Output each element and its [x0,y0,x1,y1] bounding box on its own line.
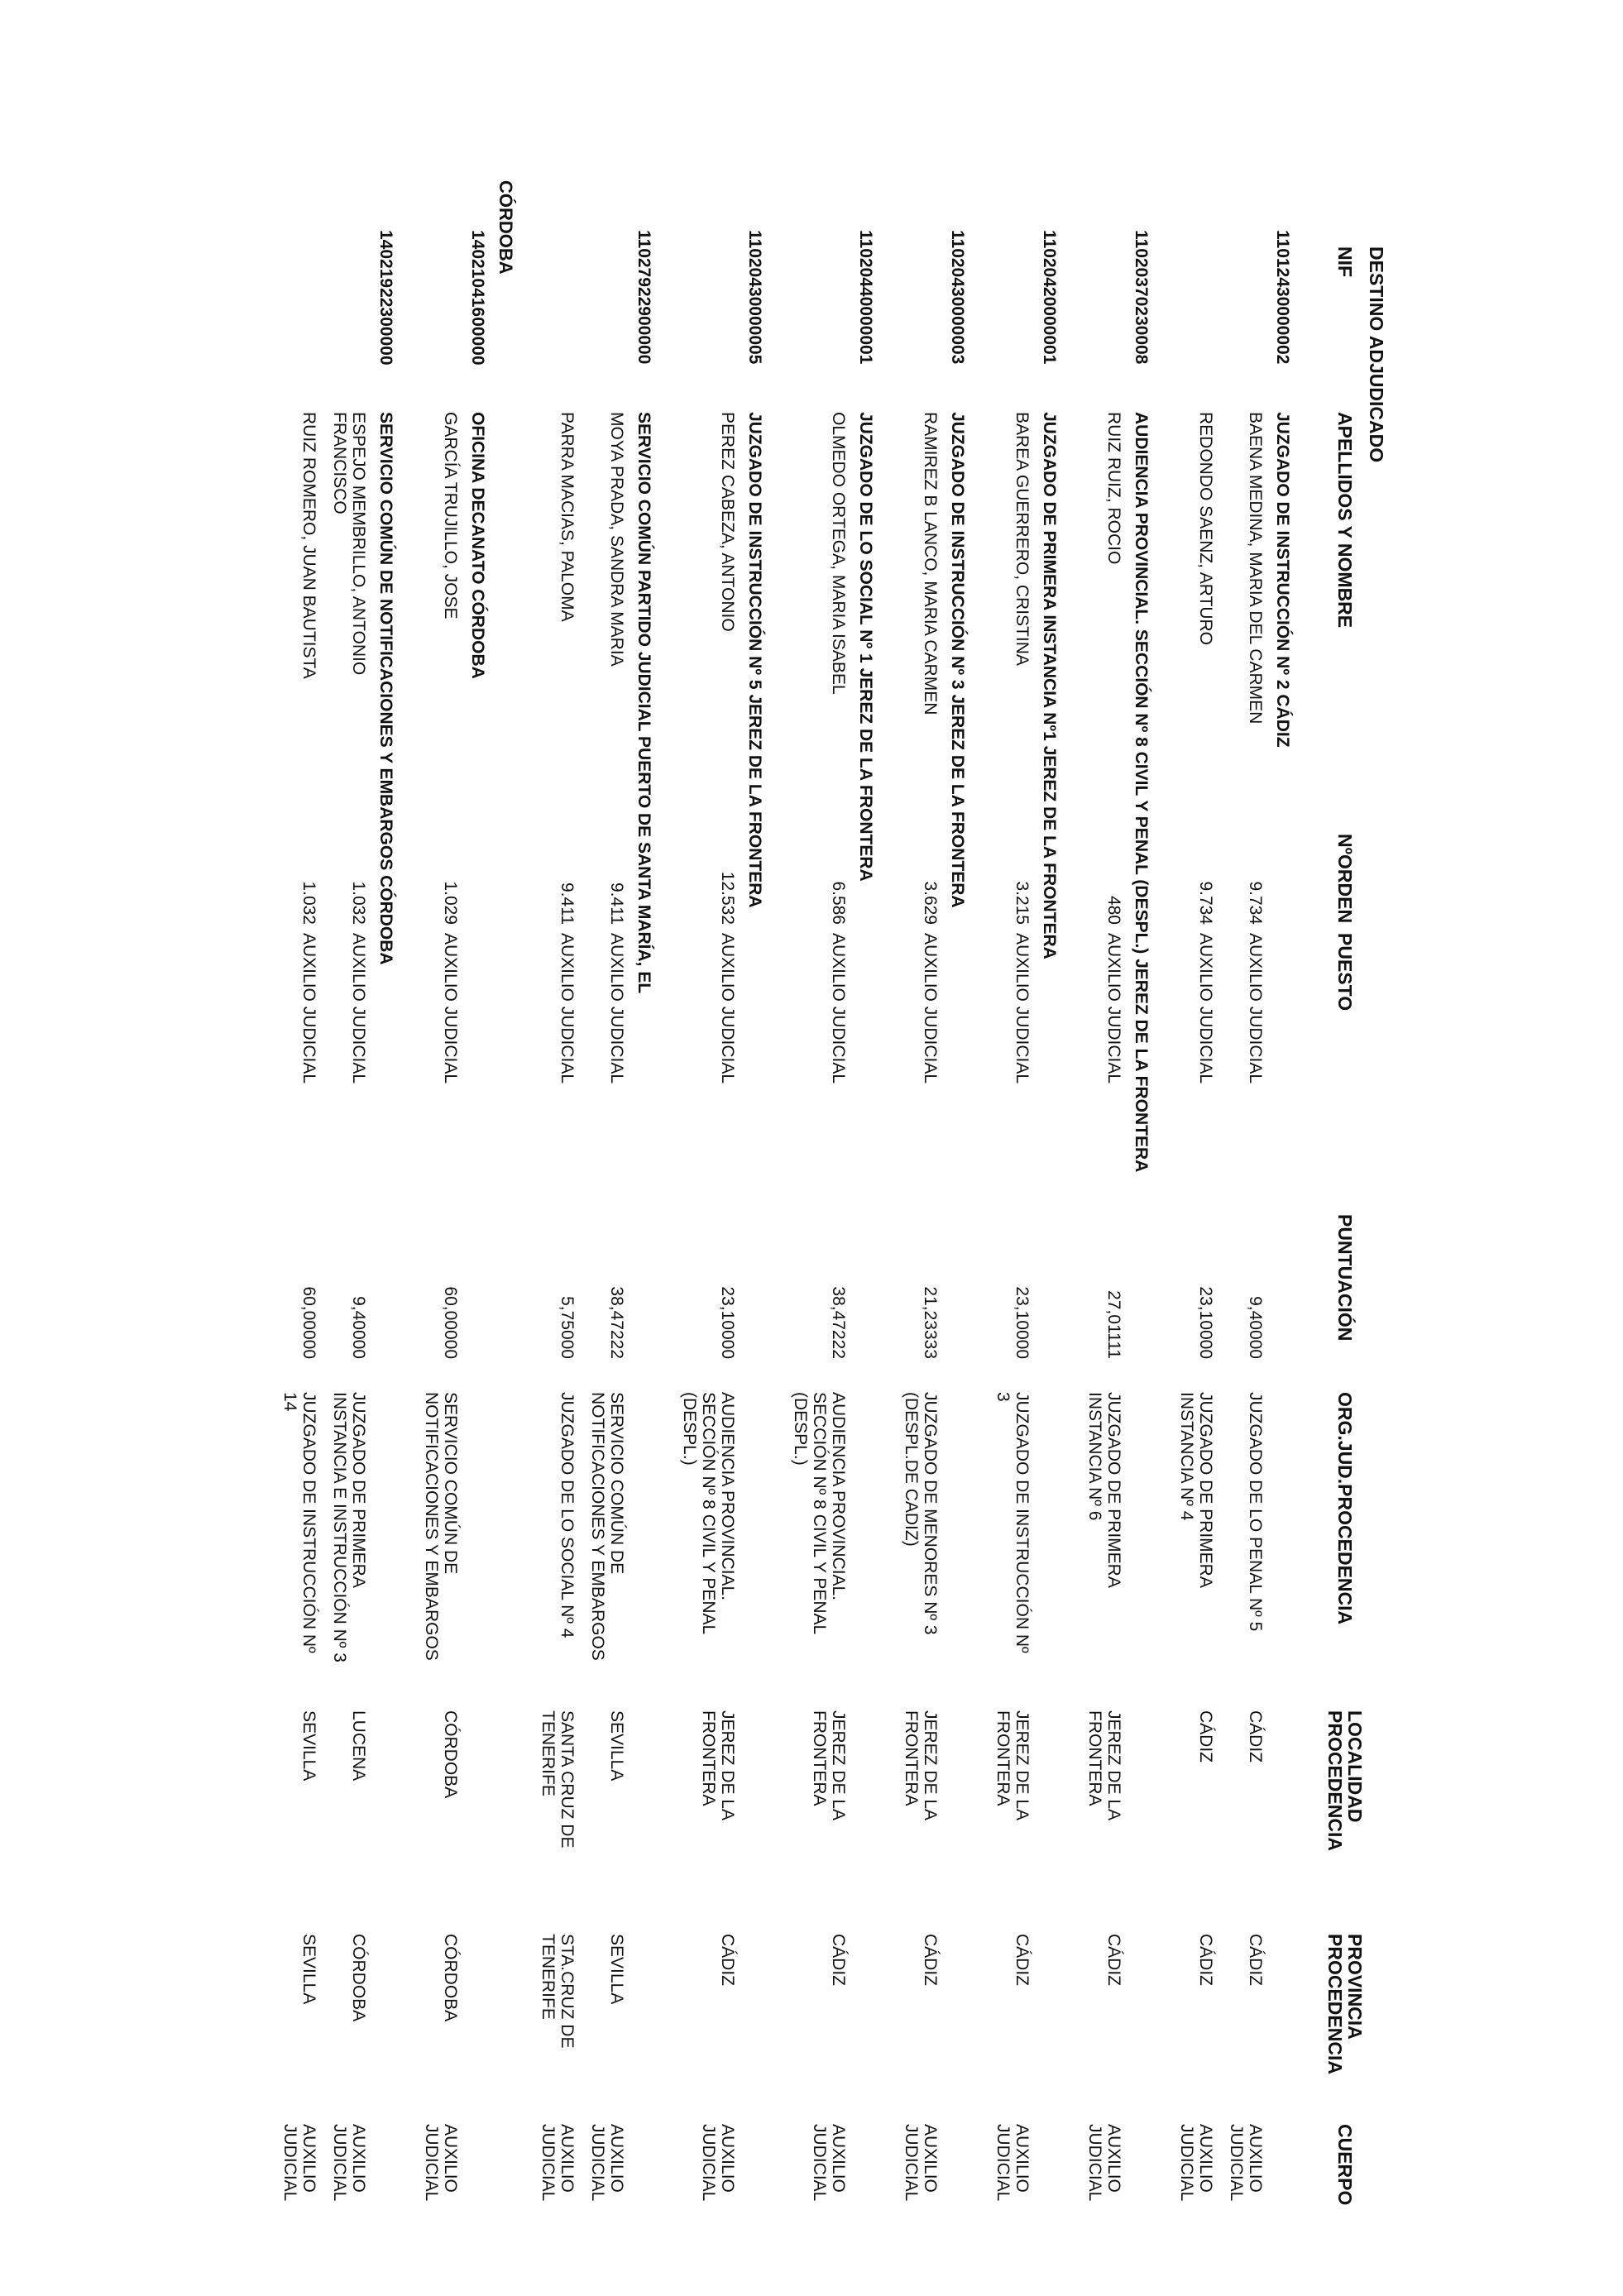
provincia-procedencia-line: STA.CRUZ DE [558,1934,577,2049]
header-puesto: PUESTO [1334,933,1356,1012]
cuerpo-line: JUDICIAL [539,2124,558,2202]
puesto: AUXILIO JUDICIAL [607,933,626,1084]
destination-organo: JUZGADO DE INSTRUCCIÓN Nº 5 JEREZ DE LA FRONTERA [745,412,764,908]
cuerpo [902,2124,940,2201]
cuerpo-line: JUDICIAL [810,2124,829,2202]
provincia-procedencia-line: CÁDIZ [1246,1934,1265,1986]
org-jud-procedencia [1246,1392,1265,1631]
puntuacion: 23,10000 [718,1286,737,1359]
numero-orden: 480 [1104,895,1123,925]
org-jud-procedencia-line: INSTANCIA Nº 6 [1085,1392,1104,1521]
destination-organo: JUZGADO DE LO SOCIAL Nº 1 JEREZ DE LA FRONTERA [856,412,875,882]
apellidos-nombre-line: FRANCISCO [330,412,349,514]
puntuacion: 60,00000 [441,1286,460,1359]
cuerpo-line: JUDICIAL [699,2124,718,2202]
org-jud-procedencia-line: INSTANCIA Nº 4 [1177,1392,1196,1521]
puesto: AUXILIO JUDICIAL [299,933,318,1084]
header-puntuacion: PUNTUACIÓN [1334,1214,1356,1342]
org-jud-procedencia [588,1392,626,1661]
destination-organo: OFICINA DECANATO CÓRDOBA [468,412,487,679]
org-jud-procedencia-line: 14 [280,1392,299,1412]
puesto: AUXILIO JUDICIAL [558,933,577,1084]
org-jud-procedencia [902,1392,940,1635]
apellidos-nombre [299,412,318,679]
localidad-procedencia [810,1710,848,1820]
org-jud-procedencia-line: JUZGADO DE MENORES Nº 3 [921,1392,940,1635]
org-jud-procedencia-line: 3 [993,1392,1013,1402]
localidad-procedencia-line: TENERIFE [539,1710,558,1796]
localidad-procedencia-line: FRONTERA [993,1710,1013,1806]
localidad-procedencia-line: CÁDIZ [1246,1710,1265,1763]
org-jud-procedencia-line: JUZGADO DE PRIMERA [349,1392,368,1588]
puntuacion: 5,75000 [558,1296,577,1359]
apellidos-nombre [1246,412,1265,724]
localidad-procedencia-line: JEREZ DE LA [718,1710,737,1821]
provincia-procedencia-line: CÁDIZ [718,1934,737,1986]
localidad-procedencia [349,1710,368,1781]
page-title: DESTINO ADJUDICADO [1366,246,1387,463]
numero-orden: 12.532 [718,871,737,925]
destination-nif: 11027922900000 [634,230,654,365]
numero-orden: 6.586 [829,881,848,925]
org-jud-procedencia [330,1392,368,1662]
org-jud-procedencia-line: AUDIENCIA PROVINCIAL. [718,1392,737,1601]
provincia-procedencia-line: CÁDIZ [1013,1934,1032,1986]
destination-nif: 14021041600000 [468,230,487,366]
cuerpo-line: AUXILIO [921,2124,940,2193]
header-cuerpo: CUERPO [1334,2124,1356,2206]
apellidos-nombre-line: OLMEDO ORTEGA, MARIA ISABEL [829,412,848,695]
cuerpo [539,2124,577,2201]
cuerpo-line: AUXILIO [1013,2124,1032,2193]
cuerpo [1085,2124,1123,2201]
apellidos-nombre-line: REDONDO SAENZ, ARTURO [1196,412,1215,645]
puntuacion: 23,10000 [1196,1286,1215,1359]
localidad-procedencia-line: JEREZ DE LA [829,1710,848,1821]
org-jud-procedencia-line: SECCIÓN Nº 8 CIVIL Y PENAL [810,1392,829,1635]
provincia-procedencia [299,1934,318,2004]
header-localidad-procedencia: PROCEDENCIA [1324,1710,1346,1851]
cuerpo [699,2124,737,2201]
numero-orden: 1.029 [441,881,460,925]
org-jud-procedencia-line: AUDIENCIA PROVINCIAL. [829,1392,848,1601]
org-jud-procedencia [422,1392,460,1661]
localidad-procedencia-line: JEREZ DE LA [1104,1710,1123,1821]
provincia-procedencia [921,1934,940,1986]
apellidos-nombre [718,412,737,632]
org-jud-procedencia [558,1392,577,1638]
cuerpo-line: JUDICIAL [330,2124,349,2202]
provincia-procedencia [718,1934,737,1986]
localidad-procedencia [607,1710,626,1781]
numero-orden: 1.032 [299,881,318,925]
numero-orden: 9.411 [558,883,577,925]
destination-nif: 11012430000002 [1273,230,1292,365]
puesto: AUXILIO JUDICIAL [1104,933,1123,1084]
apellidos-nombre-line: BAENA MEDINA, MARIA DEL CARMEN [1246,412,1265,725]
org-jud-procedencia-line: (DESPL.DE CADIZ) [902,1392,921,1547]
puesto: AUXILIO JUDICIAL [1196,933,1215,1084]
destination-nif: 11020370230008 [1132,230,1151,365]
org-jud-procedencia-line: JUZGADO DE LO SOCIAL Nº 4 [558,1392,577,1638]
apellidos-nombre-line: PEREZ CABEZA, ANTONIO [718,412,737,632]
puntuacion: 21,23333 [921,1286,940,1359]
destination-nif: 11020420000001 [1040,230,1059,365]
header-localidad: LOCALIDAD [1344,1710,1366,1823]
localidad-procedencia [539,1710,577,1848]
apellidos-nombre [921,412,940,715]
cuerpo-line: JUDICIAL [993,2124,1013,2202]
localidad-procedencia-line: SANTA CRUZ DE [558,1710,577,1849]
localidad-procedencia-line: SEVILLA [607,1710,626,1782]
localidad-procedencia-line: SEVILLA [299,1710,318,1782]
localidad-procedencia-line: LUCENA [349,1710,368,1782]
apellidos-nombre [829,412,848,695]
puesto: AUXILIO JUDICIAL [718,933,737,1084]
localidad-procedencia [902,1710,940,1820]
puesto: AUXILIO JUDICIAL [1013,933,1032,1084]
numero-orden: 9.734 [1196,881,1215,925]
puntuacion: 9,40000 [349,1296,368,1359]
cuerpo [810,2124,848,2201]
apellidos-nombre-line: RAMIREZ B LANCO, MARIA CARMEN [921,412,940,715]
apellidos-nombre-line: PARRA MACIAS, PALOMA [558,412,577,622]
cuerpo-line: AUXILIO [1196,2124,1215,2193]
puesto: AUXILIO JUDICIAL [921,933,940,1084]
org-jud-procedencia-line: JUZGADO DE PRIMERA [1104,1392,1123,1588]
cuerpo-line: AUXILIO [607,2124,626,2193]
provincia-procedencia-line: CÁDIZ [1196,1934,1215,1986]
numero-orden: 9.734 [1246,881,1265,925]
header-nif: NIF [1334,246,1356,278]
destination-nif: 11020430000003 [948,230,967,365]
org-jud-procedencia [680,1392,737,1634]
cuerpo-line: AUXILIO [718,2124,737,2193]
apellidos-nombre [1196,412,1215,645]
provincia-procedencia-line: CÁDIZ [921,1934,940,1986]
provincia-procedencia-line: SEVILLA [607,1934,626,2005]
header-provincia: PROVINCIA [1344,1934,1366,2040]
apellidos-nombre-line: RUIZ RUIZ, ROCIO [1104,412,1123,565]
puesto: AUXILIO JUDICIAL [441,933,460,1084]
org-jud-procedencia [1177,1392,1215,1588]
numero-orden: 3.215 [1013,881,1032,925]
provincia-procedencia-line: CÁDIZ [829,1934,848,1986]
puesto: AUXILIO JUDICIAL [1246,933,1265,1084]
provincia-procedencia [1104,1934,1123,1986]
cuerpo-line: JUDICIAL [1177,2124,1196,2202]
cuerpo [1177,2124,1215,2201]
cuerpo-line: AUXILIO [299,2124,318,2193]
apellidos-nombre-line: MOYA PRADA, SANDRA MARIA [607,412,626,667]
cuerpo [280,2124,318,2201]
provincia-procedencia-line: TENERIFE [539,1934,558,2020]
destination-organo: JUZGADO DE PRIMERA INSTANCIA Nº1 JEREZ DE LA FRONTERA [1040,412,1059,959]
localidad-procedencia [1246,1710,1265,1763]
destination-organo: JUZGADO DE INSTRUCCIÓN Nº 2 CÁDIZ [1273,412,1292,748]
org-jud-procedencia-line: NOTIFICACIONES Y EMBARGOS [588,1392,607,1661]
localidad-procedencia-line: FRONTERA [1085,1710,1104,1806]
apellidos-nombre [441,412,460,619]
provincia-procedencia-line: CÓRDOBA [349,1934,368,2022]
provincia-procedencia-line: SEVILLA [299,1934,318,2005]
puntuacion: 60,00000 [299,1286,318,1359]
org-jud-procedencia [791,1392,848,1634]
destination-nif: 11020430000005 [745,230,764,365]
localidad-procedencia-line: JEREZ DE LA [1013,1710,1032,1821]
org-jud-procedencia-line: (DESPL.) [680,1392,699,1466]
cuerpo-line: AUXILIO [829,2124,848,2193]
apellidos-nombre [558,412,577,622]
numero-orden: 3.629 [921,881,940,925]
localidad-procedencia [699,1710,737,1820]
puntuacion: 38,47222 [607,1286,626,1359]
destination-organo: JUZGADO DE INSTRUCCIÓN Nº 3 JEREZ DE LA FRONTERA [948,412,967,908]
cuerpo-line: JUDICIAL [902,2124,921,2202]
cuerpo-line: AUXILIO [441,2124,460,2193]
apellidos-nombre-line: RUIZ ROMERO, JUAN BAUTISTA [299,412,318,679]
puntuacion: 38,47222 [829,1286,848,1359]
org-jud-procedencia-line: (DESPL.) [791,1392,810,1466]
destination-organo: SERVICIO COMÚN PARTIDO JUDICIAL PUERTO DE SANTA MARÍA, EL [634,412,654,994]
localidad-procedencia-line: JEREZ DE LA [921,1710,940,1821]
numero-orden: 9.411 [607,883,626,925]
provincia-procedencia-line: CÓRDOBA [441,1934,460,2022]
apellidos-nombre-line: BAREA GUERRERO, CRISTINA [1013,412,1032,666]
rotated-document-page [232,147,1390,2256]
apellidos-nombre [607,412,626,667]
localidad-procedencia [1196,1710,1215,1763]
org-jud-procedencia-line: SECCIÓN Nº 8 CIVIL Y PENAL [699,1392,718,1635]
org-jud-procedencia-line: JUZGADO DE PRIMERA [1196,1392,1215,1588]
destination-nif: 14021922300000 [376,230,395,366]
provincia-procedencia [1013,1934,1032,1986]
header-provincia-procedencia: PROCEDENCIA [1324,1934,1346,2074]
apellidos-nombre-line: GARCÍA TRUJILLO, JOSE [441,412,460,619]
puntuacion: 23,10000 [1013,1286,1032,1359]
org-jud-procedencia-line: JUZGADO DE INSTRUCCIÓN Nº [1013,1392,1032,1653]
destination-organo: AUDIENCIA PROVINCIAL. SECCIÓN Nº 8 CIVIL Y PENAL (DESPL.) JEREZ DE LA FRONTERA [1132,412,1151,1173]
cuerpo [422,2124,460,2201]
org-jud-procedencia-line: INSTANCIA E INSTRUCCIÓN Nº 3 [330,1392,349,1662]
puesto: AUXILIO JUDICIAL [829,933,848,1084]
cuerpo-line: JUDICIAL [588,2124,607,2202]
provincia-procedencia [1246,1934,1265,1986]
org-jud-procedencia-line: JUZGADO DE INSTRUCCIÓN Nº [299,1392,318,1653]
apellidos-nombre [330,412,368,675]
localidad-procedencia-line: CÓRDOBA [441,1710,460,1799]
cuerpo-line: AUXILIO [1104,2124,1123,2193]
apellidos-nombre [1104,412,1123,564]
localidad-procedencia [299,1710,318,1781]
provincia-procedencia [1196,1934,1215,1986]
puntuacion: 9,40000 [1246,1296,1265,1359]
puntuacion: 27,01111 [1104,1290,1123,1359]
cuerpo [588,2124,626,2201]
localidad-procedencia [993,1710,1032,1820]
cuerpo [993,2124,1032,2201]
provincia-procedencia-line: CÁDIZ [1104,1934,1123,1986]
destination-organo: SERVICIO COMÚN DE NOTIFICACIONES Y EMBARGOS CÓRDOBA [376,412,395,965]
org-jud-procedencia [993,1392,1032,1653]
destination-nif: 11020440000001 [856,230,875,365]
provincia-procedencia [441,1934,460,2021]
province-label: CÓRDOBA [496,180,516,275]
org-jud-procedencia-line: SERVICIO COMÚN DE [607,1392,626,1575]
header-apellidos: APELLIDOS Y NOMBRE [1334,412,1356,629]
cuerpo [330,2124,368,2201]
header-org-procedencia: ORG.JUD.PROCEDENCIA [1334,1392,1356,1625]
puesto: AUXILIO JUDICIAL [349,933,368,1084]
cuerpo-line: AUXILIO [349,2124,368,2193]
localidad-procedencia-line: FRONTERA [810,1710,829,1806]
column-header-row [1307,147,1365,2256]
cuerpo-line: JUDICIAL [1227,2124,1246,2202]
apellidos-nombre [1013,412,1032,666]
header-orden: NºORDEN [1334,834,1356,924]
localidad-procedencia-line: FRONTERA [699,1710,718,1806]
provincia-procedencia [349,1934,368,2021]
apellidos-nombre-line: ESPEJO MEMBRILLO, ANTONIO [349,412,368,676]
org-jud-procedencia-line: SERVICIO COMÚN DE [441,1392,460,1575]
org-jud-procedencia-line: JUZGADO DE LO PENAL Nº 5 [1246,1392,1265,1632]
localidad-procedencia-line: FRONTERA [902,1710,921,1806]
provincia-procedencia [829,1934,848,1986]
localidad-procedencia-line: CÁDIZ [1196,1710,1215,1763]
provincia-procedencia [539,1934,577,2048]
org-jud-procedencia-line: NOTIFICACIONES Y EMBARGOS [422,1392,441,1661]
cuerpo [1227,2124,1265,2201]
cuerpo-line: AUXILIO [1246,2124,1265,2193]
cuerpo-line: JUDICIAL [280,2124,299,2202]
cuerpo-line: JUDICIAL [422,2124,441,2202]
localidad-procedencia [441,1710,460,1798]
localidad-procedencia [1085,1710,1123,1820]
org-jud-procedencia [280,1392,318,1653]
numero-orden: 1.032 [349,881,368,925]
cuerpo-line: JUDICIAL [1085,2124,1104,2202]
cuerpo-line: AUXILIO [558,2124,577,2193]
provincia-procedencia [607,1934,626,2004]
org-jud-procedencia [1085,1392,1123,1588]
